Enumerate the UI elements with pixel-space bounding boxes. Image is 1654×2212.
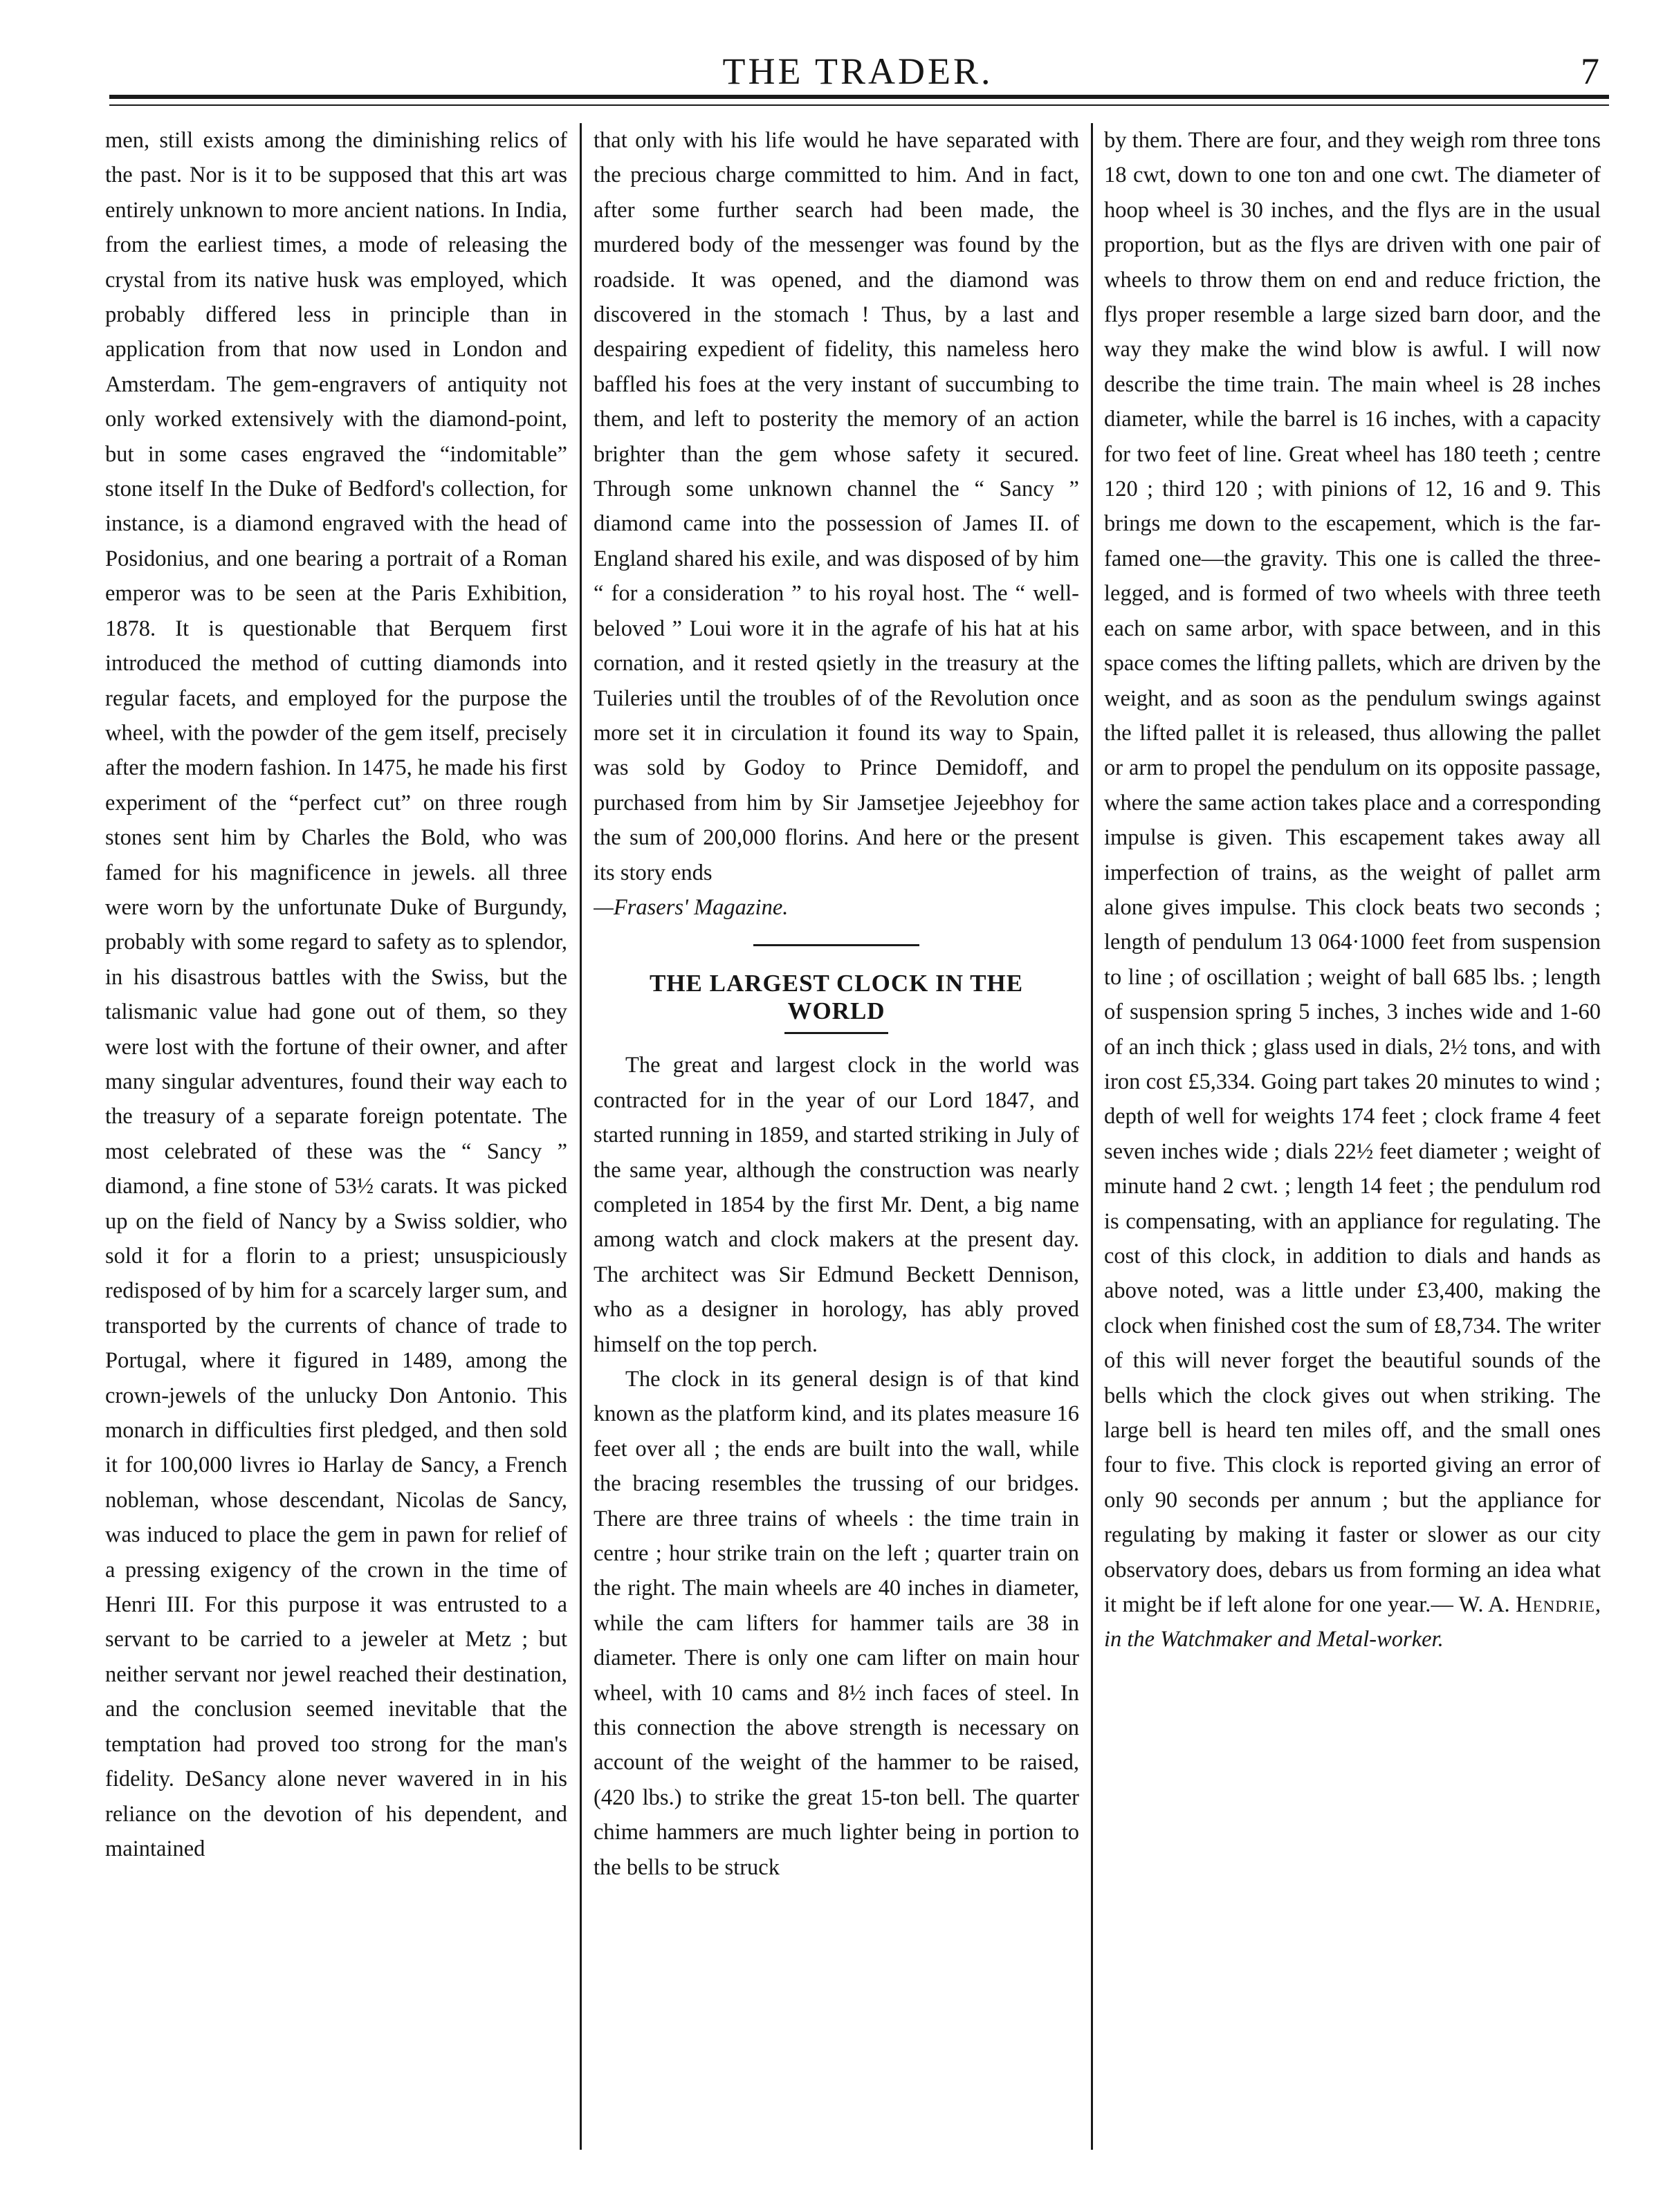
headline-rule	[784, 1032, 888, 1034]
article-paragraph: The clock in its general design is of that kind known as the platform kind, and its plates measure 16 feet over all ; the ends are built into the wall, while the bracing resembles the trussing of our bridges. There are three trains of wheels : the time train in centre ; hour strike train on the left ; quarter train on the right. The main wheels are 40 inches in diameter, while the cam lifters for hammer tails are 38 in diameter. There is only one cam lifter on main hour wheel, with 10 cams and 8½ inch faces of steel. In this connection the above strength is necessary on account of the weight of the hammer to be raised, (420 lbs.) to strike the great 15-ton bell. The quarter chime hammers are much lighter being in portion to the bells to be struck	[594, 1367, 1079, 1880]
column-divider-1	[580, 123, 582, 2150]
column-1	[105, 123, 567, 2143]
article-separator-rule	[753, 944, 919, 946]
column-3	[1104, 123, 1601, 2143]
body-paragraph	[1104, 123, 1601, 1657]
page-number: 7	[1581, 50, 1599, 92]
body-paragraph: men, still exists among the diminishing relics of the past. Nor is it to be supposed that this art was entirely unknown to more ancient nations. In India, from the earliest times, a mode of releasing the crystal from its native husk was employed, which probably differed less in principle than in application from that now used in London and Amsterdam. The gem-engravers of antiquity not only worked extensively with the diamond-point, but in some cases engraved the “indomitable” stone itself In the Duke of Bedford's collection, for instance, is a diamond engraved with the head of Posidonius, and one bearing a portrait of a Roman emperor was to be seen at the Paris Exhibition, 1878. It is questionable that Berquem first introduced the method of cutting diamonds into regular facets, and employed for the purpose the wheel, with the powder of the gem itself, precisely after the modern fashion. In 1475, he made his first experiment of the “perfect cut” on three rough stones sent him by Charles the Bold, who was famed for his magnificence in jewels. all three were worn by the unfortunate Duke of Burgundy, probably with some regard to safety as to splendor, in his disastrous battles with the Swiss, but the talismanic value had gone out of them, so they were lost with the fortune of their owner, and after many singular adventures, found their way each to the treasury of a separate foreign potentate. The most celebrated of these was the “ Sancy ” diamond, a fine stone of 53½ carats. It was picked up on the field of Nancy by a Swiss soldier, who sold it for a florin to a priest; unsuspiciously redisposed of by him for a scarcely larger sum, and transported by the currents of chance of trade to Portugal, where it figured in 1489, among the crown-jewels of the unlucky Don Antonio. This monarch in difficulties first pledged, and then sold it for 100,000 livres io Harlay de Sancy, a French nobleman, whose descendant, Nicolas de Sancy, was induced to place the gem in pawn for relief of a pressing exigency of the crown in the time of Henri III. For this purpose it was entrusted to a servant to be carried to a jeweler at Metz ; but neither servant nor jewel reached their destination, and the conclusion seemed inevitable that the temptation had proved too strong for the man's fidelity. DeSancy alone never wavered in in his reliance on the devotion of his dependent, and maintained	[105, 128, 567, 1861]
running-title: THE TRADER.	[722, 50, 993, 92]
author-name: Hendrie	[1516, 1592, 1595, 1618]
article-attribution: , in the Watchmaker and Metal-worker.	[1104, 1592, 1601, 1652]
header-rule-thick	[109, 95, 1609, 99]
column-2	[594, 123, 1079, 2143]
body-paragraph: that only with his life would he have separated with the precious charge committed to him. And in fact, after some further search had been made, the murdered body of the messenger was found by the roadside. It was opened, and the diamond was discovered in the stomach ! Thus, by a last and despairing expedient of fidelity, this nameless hero baffled his foes at the very instant of succumbing to them, and left to posterity the memory of an action brighter than the gem whose safety it secured. Through some unknown channel the “ Sancy ” diamond came into the possession of James II. of England shared his exile, and was disposed of by him “ for a consideration ” to his royal host. The “ well-beloved ” Loui wore it in the agrafe of his hat at his cornation, and it rested qsietly in the treasury at the Tuileries until the troubles of of the Revolution once more set it in circulation it found its way to Spain, was sold by Godoy to Prince Demidoff, and purchased from him by Sir Jamsetjee Jejeebhoy for the sum of 200,000 florins. And here or the present its story ends	[594, 128, 1079, 885]
page-header	[111, 50, 1605, 98]
article-paragraph: The great and largest clock in the world was contracted for in the year of our Lord 1847, and started running in 1859, and started striking in July of the same year, although the construction was nearly completed in 1854 by the first Mr. Dent, a big name among watch and clock makers at the present day. The architect was Sir Edmund Beckett Dennison, who as a designer in horology, has ably proved himself on the top perch.	[594, 1053, 1079, 1357]
article-headline: THE LARGEST CLOCK IN THE WORLD	[649, 970, 1024, 1025]
header-rule-thin	[109, 104, 1609, 106]
body-text: by them. There are four, and they weigh rom three tons 18 cwt, down to one ton and one cwt. The diameter of hoop wheel is 30 inches, and the flys are in the usual proportion, but as the flys are driven with one pair of wheels to throw them on end and reduce friction, the flys proper resemble a large sized barn door, and the way they make the wind blow is awful. I will now describe the time train. The main wheel is 28 inches diameter, while the barrel is 16 inches, with a capacity for two feet of line. Great wheel has 180 teeth ; centre 120 ; third 120 ; with pinions of 12, 16 and 9. This brings me down to the escapement, which is the far-famed one—the gravity. This one is called the three-legged, and is formed of two wheels with three teeth each on same arbor, with space between, and in this space comes the lifting pallets, which are driven by the weight, and as soon as the pendulum swings against the lifted pallet it is released, thus allowing the pallet or arm to propel the pendulum on its opposite passage, where the same action takes place and a corresponding impulse is given. This escapement takes away all imperfection of trains, as the weight of pallet arm alone gives impulse. This clock beats two seconds ; length of pendulum 13 064·1000 feet from suspension to line ; of oscillation ; weight of ball 685 lbs. ; length of suspension spring 5 inches, 3 inches wide and 1-60 of an inch thick ; glass used in dials, 2½ tons, and with iron cost £5,334. Going part takes 20 minutes to wind ; depth of well for weights 174 feet ; clock frame 4 feet seven inches wide ; dials 22½ feet diameter ; weight of minute hand 2 cwt. ; length 14 feet ; the pendulum rod is compensating, with an appliance for regulating. The cost of this clock, in addition to dials and hands as above noted, was a little under £3,400, making the clock when finished cost the sum of £8,734. The writer of this will never forget the beautiful sounds of the bells which the clock gives out when striking. The large bell is heard ten miles off, and the small ones four to five. This clock is reported giving an error of only 90 seconds per annum ; but the appliance for regulating by making it faster or slower as our city observatory does, debars us from forming an idea what it might be if left alone for one year.— W. A.	[1104, 128, 1601, 1618]
article-attribution: —Frasers' Magazine.	[594, 894, 789, 920]
column-divider-2	[1091, 123, 1093, 2150]
